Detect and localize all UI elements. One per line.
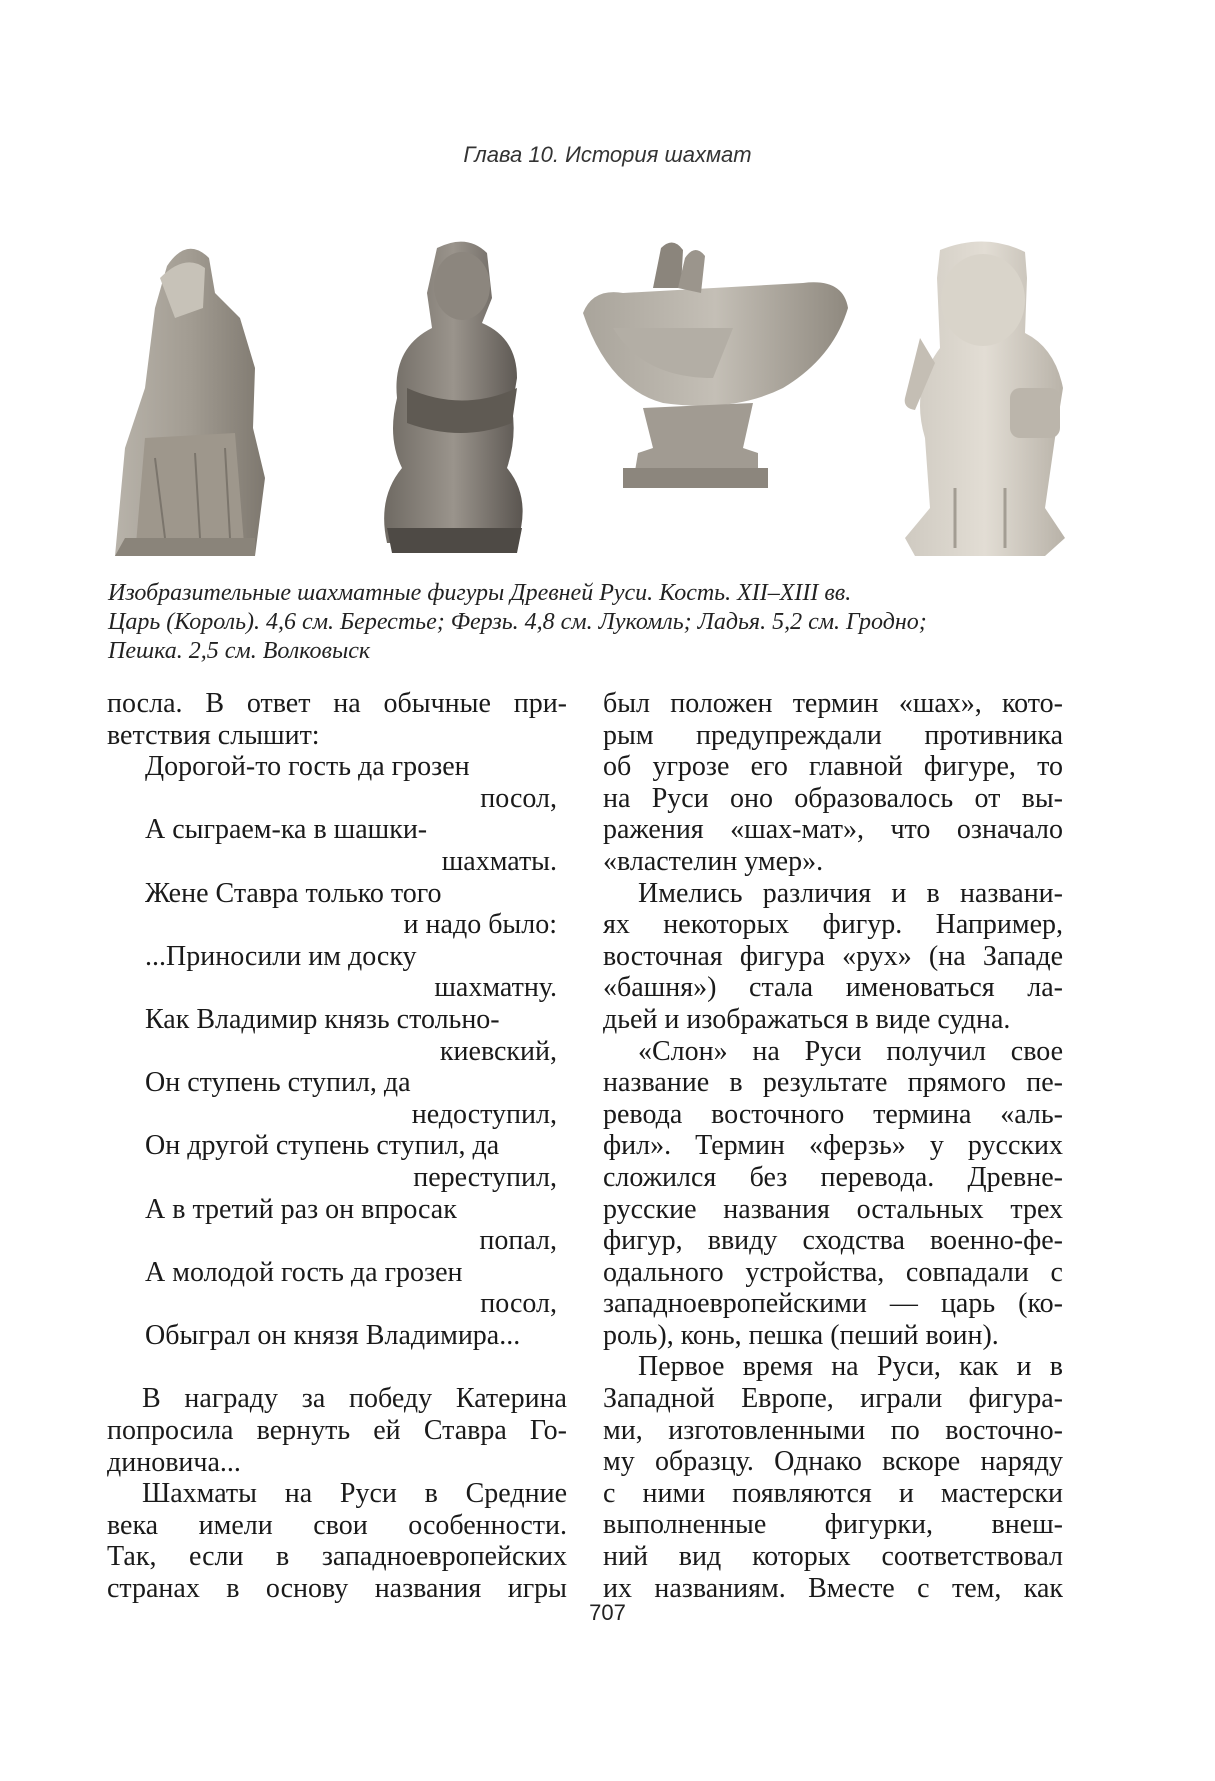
text-line: диновича... (107, 1446, 241, 1478)
text-line: Как Владимир князь стольно- (145, 1003, 500, 1035)
text-line: Западной Европе, играли фигура- (603, 1383, 1063, 1415)
pawn-figurine-icon (895, 238, 1115, 568)
text-line: ми, изготовленными по восточно- (603, 1414, 1063, 1446)
text-line: название в результате прямого пе- (603, 1067, 1063, 1099)
text-line: посол, (480, 782, 557, 814)
text-line: переступил, (413, 1161, 557, 1193)
text-line: и надо было: (403, 909, 557, 941)
text-line: посла. В ответ на обычные при- (107, 688, 567, 719)
right-text-column (603, 688, 1063, 1604)
text-line: Так, если в западноевропейских (107, 1541, 567, 1573)
text-line: шахматы. (441, 845, 557, 877)
text-line: посол, (480, 1288, 557, 1320)
text-line: дьей и изображаться в виде судна. (603, 1003, 1011, 1035)
text-line: киевский, (439, 1035, 557, 1067)
text-line: «башня») стала именоваться ла- (603, 972, 1063, 1004)
text-line: попросила вернуть ей Ставра Го- (107, 1415, 567, 1447)
text-line: Имелись различия и в названи- (638, 877, 1063, 909)
text-line: ях некоторых фигур. Например, (603, 909, 1063, 941)
figures-row (105, 238, 1115, 568)
text-line: на Руси оно образовалось от вы- (603, 782, 1063, 814)
text-line: недоступил, (411, 1098, 557, 1130)
text-line: об угрозе его главной фигуре, то (603, 751, 1063, 783)
rook-boat-figurine-icon (583, 238, 853, 568)
text-line: попал, (479, 1225, 557, 1257)
text-line: Обыграл он князя Владимира... (145, 1319, 521, 1351)
text-line: Дорогой-то гость да грозен (145, 751, 470, 783)
text-line: А молодой гость да грозен (145, 1256, 463, 1288)
text-line: русские названия остальных трех (603, 1193, 1063, 1225)
queen-figurine-icon (367, 238, 557, 568)
text-line: ветствия слышит: (107, 719, 320, 751)
text-line: сложился без перевода. Древне- (603, 1161, 1063, 1193)
text-line: «властелин умер». (603, 845, 824, 877)
text-line: ревода восточного термина «аль- (603, 1098, 1063, 1130)
text-line: А сыграем-ка в шашки- (145, 814, 428, 846)
page-number: 707 (589, 1600, 626, 1625)
text-line: Жене Ставра только того (145, 877, 442, 909)
paragraph-gap (107, 1351, 567, 1383)
text-line: Он другой ступень ступил, да (145, 1130, 500, 1162)
figure-caption (108, 579, 1108, 666)
text-line: одального устройства, совпадали с (603, 1256, 1063, 1288)
left-text-column (107, 688, 567, 1605)
text-line: ражения «шах-мат», что означало (603, 814, 1063, 846)
running-head: Глава 10. История шахмат (463, 142, 752, 167)
text-line: шахматну. (434, 972, 557, 1004)
text-line: выполненные фигурки, внеш- (603, 1509, 1063, 1541)
text-line: Он ступень ступил, да (145, 1067, 411, 1099)
text-line: Первое время на Руси, как и в (638, 1351, 1063, 1383)
text-line: А в третий раз он впросак (145, 1193, 457, 1225)
text-line: их названиям. Вместе с тем, как (603, 1572, 1063, 1604)
caption-line: Пешка. 2,5 см. Волковыск (108, 638, 371, 664)
text-line: восточная фигура «рух» (на Западе (603, 940, 1063, 972)
text-line: ний вид которых соответствовал (603, 1541, 1063, 1573)
caption-line: Изобразительные шахматные фигуры Древней Руси. Кость. XII–XIII вв. (108, 580, 852, 606)
seated-king-figurine-icon (105, 238, 345, 568)
text-line: века имели свои особенности. (107, 1509, 567, 1541)
text-line: ...Приносили им доску (145, 940, 417, 972)
caption-line: Царь (Король). 4,6 см. Берестье; Ферзь. 4,8 см. Лукомль; Ладья. 5,2 см. Гродно; (108, 609, 927, 635)
text-line: с ними появляются и мастерски (603, 1477, 1063, 1509)
text-line: был положен термин «шах», кото- (603, 688, 1063, 719)
text-line: западноевропейскими — царь (ко- (603, 1288, 1063, 1320)
text-line: странах в основу названия игры (107, 1573, 567, 1605)
text-line: фигур, ввиду сходства военно-фе- (603, 1225, 1063, 1257)
text-line: роль), конь, пешка (пеший воин). (603, 1319, 999, 1351)
text-line: В награду за победу Катерина (142, 1383, 567, 1415)
text-line: рым предупреждали противника (603, 719, 1063, 751)
text-line: фил». Термин «ферзь» у русских (603, 1130, 1063, 1162)
text-line: Шахматы на Руси в Средние (142, 1478, 567, 1510)
text-line: «Слон» на Руси получил свое (638, 1035, 1063, 1067)
text-line: му образцу. Однако вскоре наряду (603, 1446, 1063, 1478)
